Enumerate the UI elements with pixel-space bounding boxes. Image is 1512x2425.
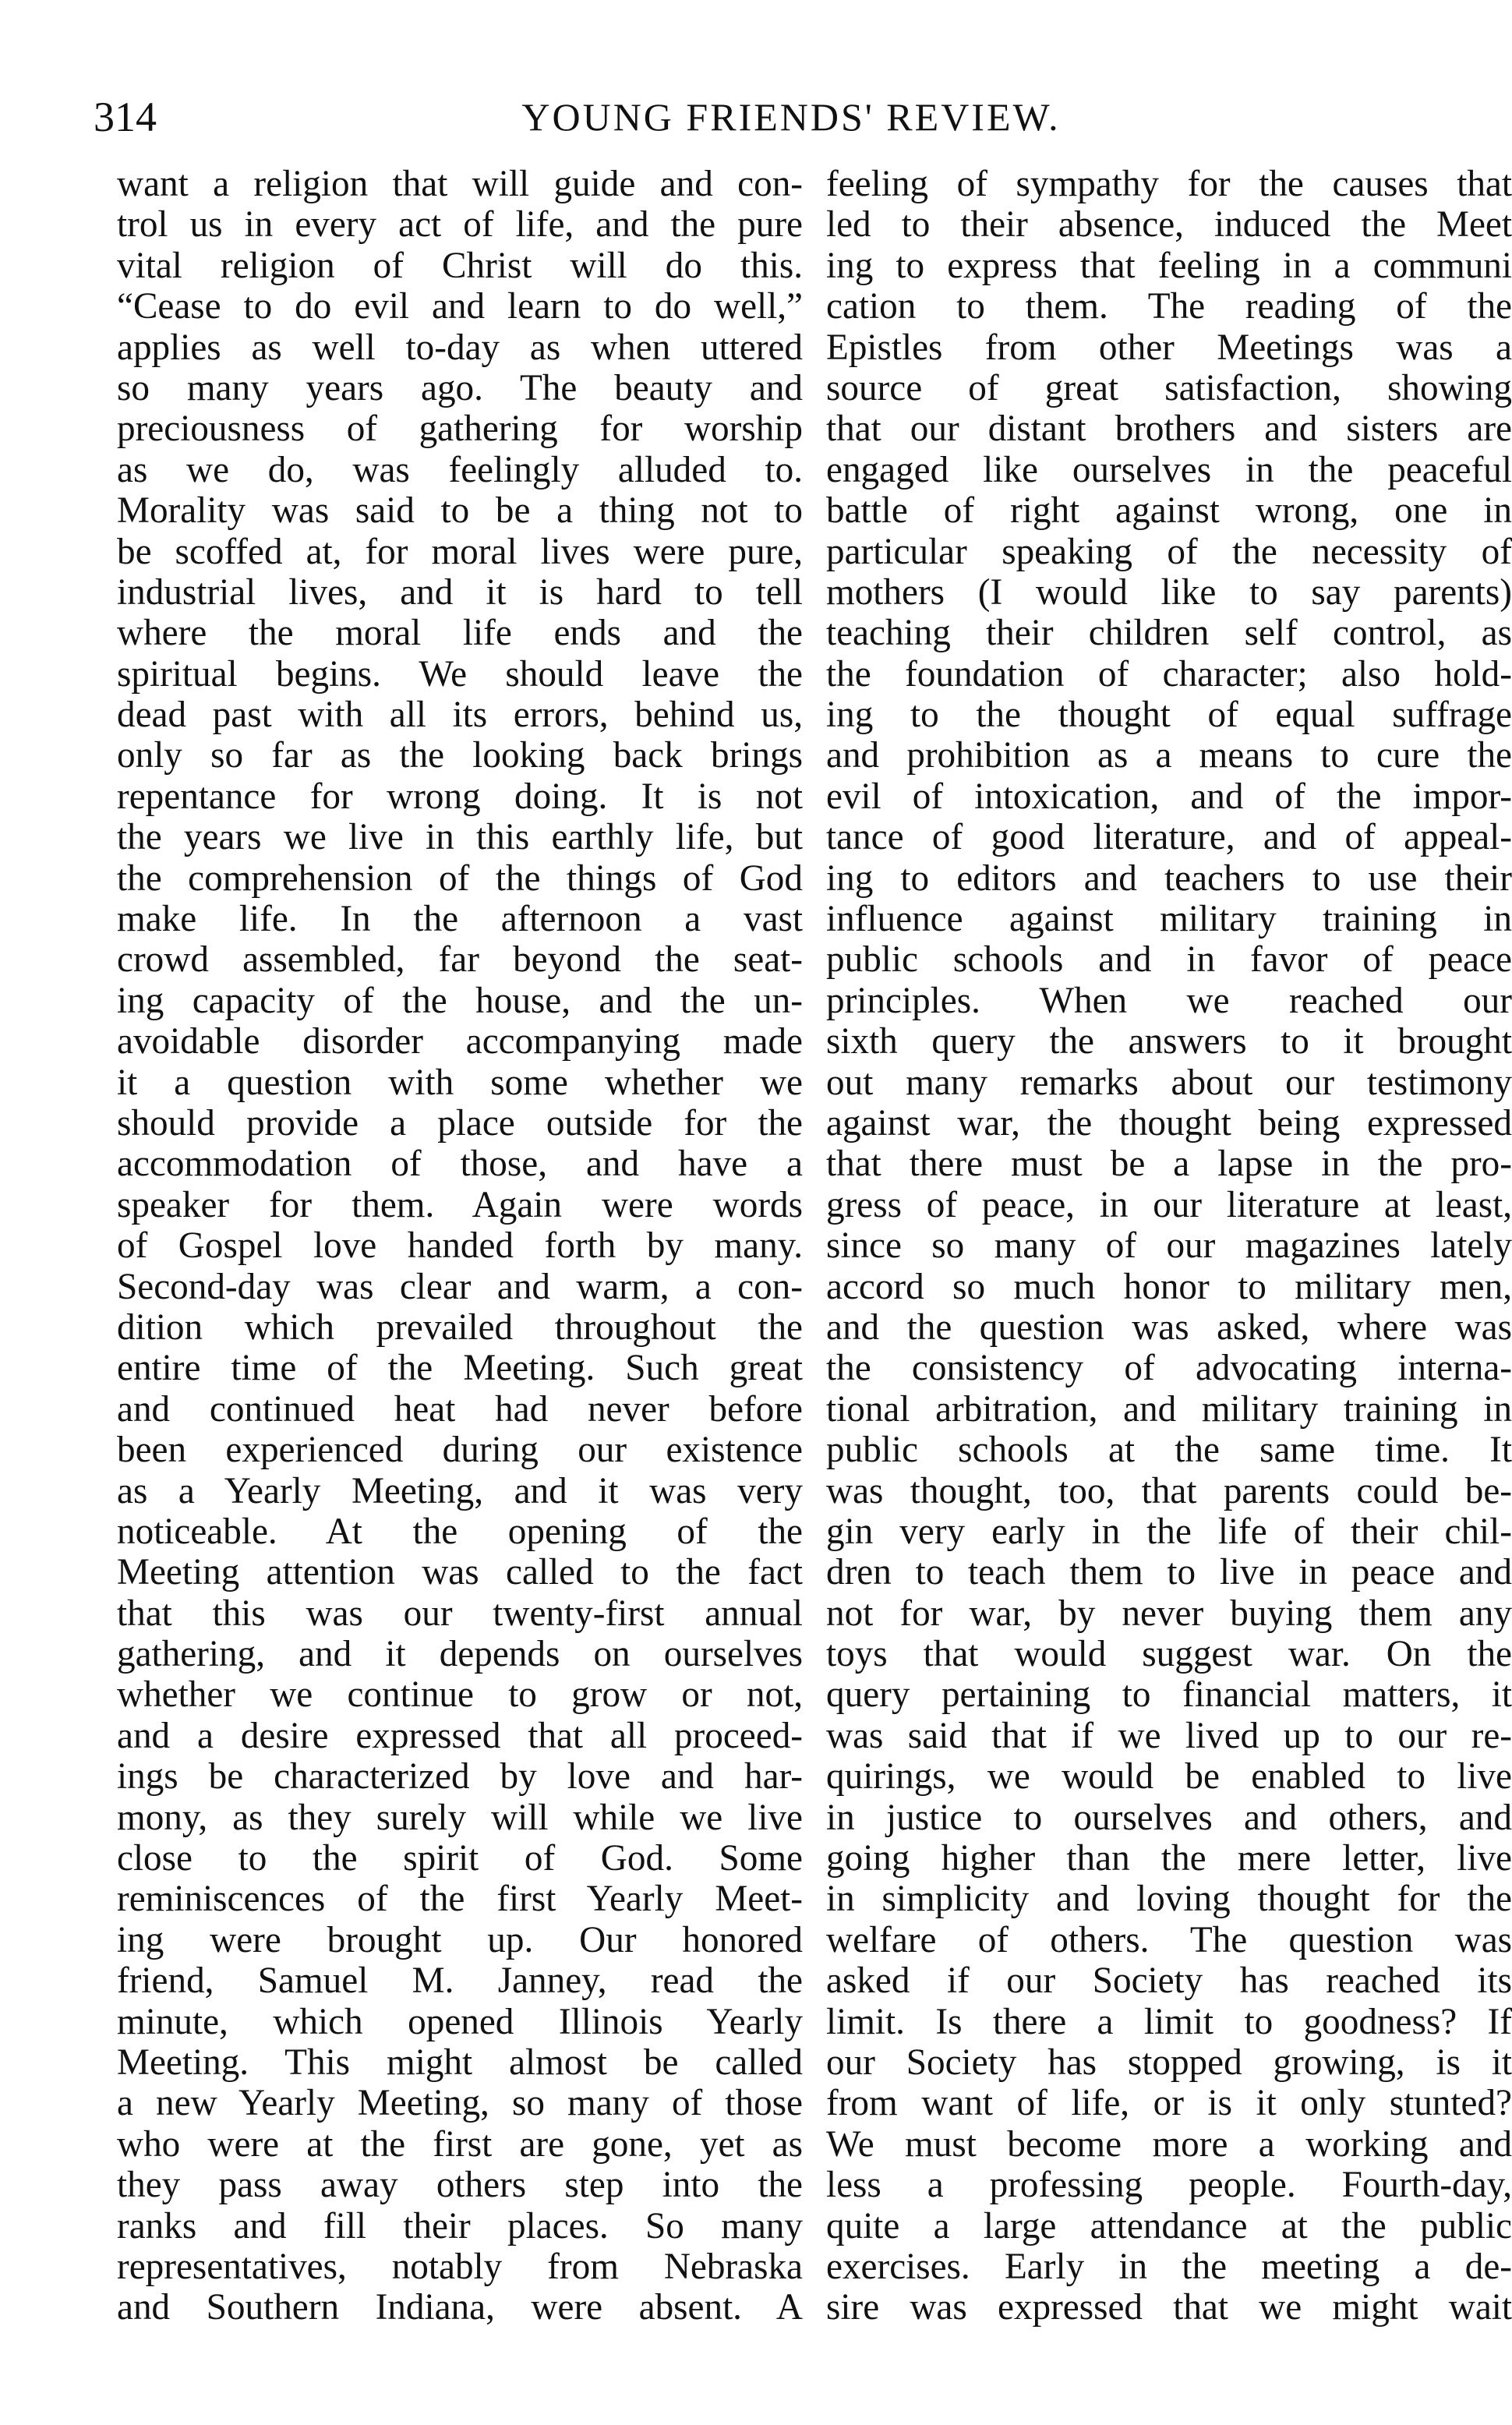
text-line: particular speaking of the necessity of bbox=[826, 531, 1512, 572]
text-line: was said that if we lived up to our re- bbox=[826, 1715, 1512, 1756]
text-line: avoidable disorder accompanying made bbox=[117, 1021, 803, 1062]
text-line: from want of life, or is it only stunted? bbox=[826, 2083, 1512, 2124]
text-line: quite a large attendance at the public bbox=[826, 2205, 1512, 2246]
text-line: cation to them. The reading of the bbox=[826, 286, 1512, 327]
text-line: quirings, we would be enabled to live bbox=[826, 1756, 1512, 1798]
text-line: representatives, notably from Nebraska bbox=[117, 2246, 803, 2287]
text-line: the years we live in this earthly life, but bbox=[117, 817, 803, 858]
text-line: tional arbitration, and military training in bbox=[826, 1388, 1512, 1430]
text-line: that our distant brothers and sisters are bbox=[826, 408, 1512, 450]
text-line: be scoffed at, for moral lives were pure, bbox=[117, 531, 803, 572]
text-line: who were at the first are gone, yet as bbox=[117, 2123, 803, 2165]
text-line: gin very early in the life of their chil- bbox=[826, 1511, 1512, 1552]
text-line: not for war, by never buying them any bbox=[826, 1593, 1512, 1634]
text-line: exercises. Early in the meeting a de- bbox=[826, 2246, 1512, 2287]
text-line: in justice to ourselves and others, and bbox=[826, 1797, 1512, 1838]
text-line: ranks and fill their places. So many bbox=[117, 2205, 803, 2246]
text-line: influence against military training in bbox=[826, 899, 1512, 940]
text-line: that there must be a lapse in the pro- bbox=[826, 1144, 1512, 1185]
text-line: gress of peace, in our literature at least, bbox=[826, 1184, 1512, 1225]
text-line: against war, the thought being expressed bbox=[826, 1102, 1512, 1144]
text-line: ing capacity of the house, and the un- bbox=[117, 980, 803, 1021]
text-line: preciousness of gathering for worship bbox=[117, 408, 803, 450]
text-line: entire time of the Meeting. Such great bbox=[117, 1348, 803, 1389]
text-line: toys that would suggest war. On the bbox=[826, 1634, 1512, 1675]
text-line: principles. When we reached our bbox=[826, 980, 1512, 1021]
text-line: accommodation of those, and have a bbox=[117, 1144, 803, 1185]
text-line: applies as well to-day as when uttered bbox=[117, 327, 803, 368]
text-line: as a Yearly Meeting, and it was very bbox=[117, 1470, 803, 1511]
text-line: battle of right against wrong, one in bbox=[826, 490, 1512, 532]
text-line: where the moral life ends and the bbox=[117, 613, 803, 654]
text-line: Meeting attention was called to the fact bbox=[117, 1552, 803, 1593]
text-line: the consistency of advocating interna- bbox=[826, 1348, 1512, 1389]
text-line: Meeting. This might almost be called bbox=[117, 2041, 803, 2083]
text-line: We must become more a working and bbox=[826, 2123, 1512, 2165]
text-line: asked if our Society has reached its bbox=[826, 1960, 1512, 2002]
text-line: only so far as the looking back brings bbox=[117, 735, 803, 776]
text-line: accord so much honor to military men, bbox=[826, 1266, 1512, 1307]
text-line: ing to the thought of equal suffrage bbox=[826, 695, 1512, 736]
text-line: speaker for them. Again were words bbox=[117, 1184, 803, 1225]
page-header bbox=[94, 86, 1489, 148]
text-line: was thought, too, that parents could be- bbox=[826, 1470, 1512, 1511]
text-line: whether we continue to grow or not, bbox=[117, 1674, 803, 1716]
text-line: of Gospel love handed forth by many. bbox=[117, 1225, 803, 1267]
text-line: dead past with all its errors, behind us, bbox=[117, 695, 803, 736]
text-line: tance of good literature, and of appeal- bbox=[826, 817, 1512, 858]
text-line: led to their absence, induced the Meet bbox=[826, 204, 1512, 246]
text-line: and the question was asked, where was bbox=[826, 1306, 1512, 1348]
text-line: as we do, was feelingly alluded to. bbox=[117, 449, 803, 490]
text-line: ings be characterized by love and har- bbox=[117, 1756, 803, 1798]
text-line: gathering, and it depends on ourselves bbox=[117, 1634, 803, 1675]
text-line: sixth query the answers to it brought bbox=[826, 1021, 1512, 1062]
text-line: friend, Samuel M. Janney, read the bbox=[117, 1960, 803, 2002]
text-line: Second-day was clear and warm, a con- bbox=[117, 1266, 803, 1307]
text-line: public schools at the same time. It bbox=[826, 1430, 1512, 1471]
right-text-column bbox=[826, 164, 1512, 2328]
text-line: should provide a place outside for the bbox=[117, 1102, 803, 1144]
text-line: trol us in every act of life, and the pure bbox=[117, 204, 803, 246]
text-line: ing to express that feeling in a communi bbox=[826, 245, 1512, 286]
text-line: and continued heat had never before bbox=[117, 1388, 803, 1430]
text-line: a new Yearly Meeting, so many of those bbox=[117, 2083, 803, 2124]
text-line: reminiscences of the first Yearly Meet- bbox=[117, 1879, 803, 1920]
text-line: close to the spirit of God. Some bbox=[117, 1838, 803, 1879]
text-line: going higher than the mere letter, live bbox=[826, 1838, 1512, 1879]
text-line: noticeable. At the opening of the bbox=[117, 1511, 803, 1552]
text-line: evil of intoxication, and of the impor- bbox=[826, 776, 1512, 817]
text-line: feeling of sympathy for the causes that bbox=[826, 164, 1512, 204]
text-line: our Society has stopped growing, is it bbox=[826, 2041, 1512, 2083]
text-line: minute, which opened Illinois Yearly bbox=[117, 2001, 803, 2042]
text-line: and a desire expressed that all proceed- bbox=[117, 1715, 803, 1756]
text-line: engaged like ourselves in the peaceful bbox=[826, 449, 1512, 490]
text-line: and Southern Indiana, were absent. A bbox=[117, 2287, 803, 2328]
text-line: out many remarks about our testimony bbox=[826, 1062, 1512, 1103]
text-line: dren to teach them to live in peace and bbox=[826, 1552, 1512, 1593]
text-line: less a professing people. Fourth-day, bbox=[826, 2165, 1512, 2206]
text-line: public schools and in favor of peace bbox=[826, 939, 1512, 981]
text-line: Epistles from other Meetings was a bbox=[826, 327, 1512, 368]
text-line: ing were brought up. Our honored bbox=[117, 1919, 803, 1960]
text-line: source of great satisfaction, showing bbox=[826, 367, 1512, 408]
text-line: so many years ago. The beauty and bbox=[117, 367, 803, 408]
text-line: industrial lives, and it is hard to tell bbox=[117, 571, 803, 613]
text-line: sire was expressed that we might wait bbox=[826, 2287, 1512, 2328]
text-line: the foundation of character; also hold- bbox=[826, 653, 1512, 695]
text-line: make life. In the afternoon a vast bbox=[117, 899, 803, 940]
text-line: in simplicity and loving thought for the bbox=[826, 1879, 1512, 1920]
text-line: since so many of our magazines lately bbox=[826, 1225, 1512, 1267]
text-line: repentance for wrong doing. It is not bbox=[117, 776, 803, 817]
text-line: vital religion of Christ will do this. bbox=[117, 245, 803, 286]
text-line: mothers (I would like to say parents) bbox=[826, 571, 1512, 613]
text-line: that this was our twenty-first annual bbox=[117, 1593, 803, 1634]
text-line: want a religion that will guide and con- bbox=[117, 164, 803, 204]
text-line: dition which prevailed throughout the bbox=[117, 1306, 803, 1348]
text-line: teaching their children self control, as bbox=[826, 613, 1512, 654]
running-head: YOUNG FRIENDS' REVIEW. bbox=[521, 95, 1061, 139]
text-line: query pertaining to financial matters, it bbox=[826, 1674, 1512, 1716]
text-line: they pass away others step into the bbox=[117, 2165, 803, 2206]
text-line: welfare of others. The question was bbox=[826, 1919, 1512, 1960]
text-line: been experienced during our existence bbox=[117, 1430, 803, 1471]
text-line: spiritual begins. We should leave the bbox=[117, 653, 803, 695]
left-text-column bbox=[117, 164, 803, 2328]
text-line: crowd assembled, far beyond the seat- bbox=[117, 939, 803, 981]
text-line: “Cease to do evil and learn to do well,” bbox=[117, 286, 803, 327]
text-line: mony, as they surely will while we live bbox=[117, 1797, 803, 1838]
text-line: ing to editors and teachers to use their bbox=[826, 857, 1512, 899]
text-line: the comprehension of the things of God bbox=[117, 857, 803, 899]
page-number: 314 bbox=[94, 94, 157, 140]
text-line: and prohibition as a means to cure the bbox=[826, 735, 1512, 776]
text-line: Morality was said to be a thing not to bbox=[117, 490, 803, 532]
text-line: it a question with some whether we bbox=[117, 1062, 803, 1103]
text-line: limit. Is there a limit to goodness? If bbox=[826, 2001, 1512, 2042]
